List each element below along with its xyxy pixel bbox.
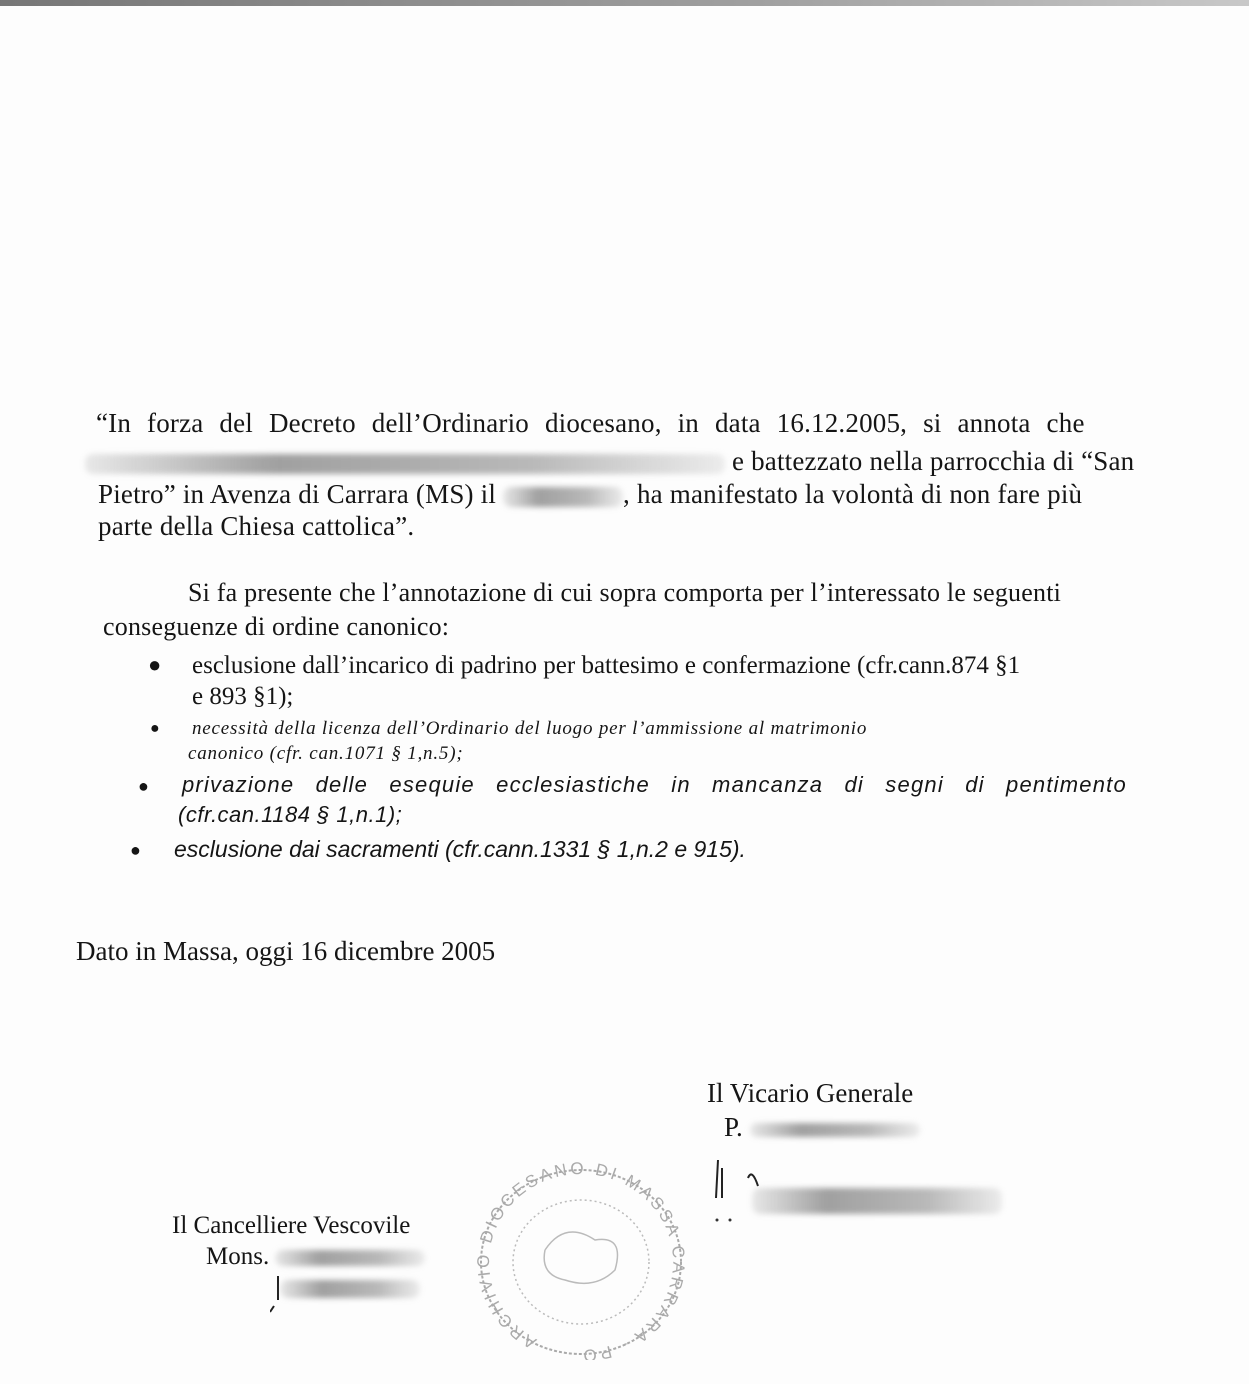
paragraph-line: Si fa presente che l’annotazione di cui sopra comporta per l’interessato le seguenti [188,578,1062,607]
dateline: Dato in Massa, oggi 16 dicembre 2005 [76,936,496,966]
handwritten-signature [712,1158,1012,1228]
handwritten-signature [270,1270,430,1320]
bullet-icon: ● [138,776,149,796]
scan-edge [0,0,1249,6]
svg-text:ARCHIVIO DIOCESANO DI MASSA CA: ARCHIVIO DIOCESANO DI MASSA CARRARA - PO [475,1160,687,1360]
redacted-signature [280,1280,420,1298]
redacted-text [85,454,725,474]
paragraph-line: “In forza del Decreto dell’Ordinario diocesano, in data 16.12.2005, si annota che [96,408,1085,438]
bullet-icon: ● [148,652,162,677]
signatory-name: Mons. [206,1243,425,1271]
paragraph-line: e battezzato nella parrocchia di “San [85,446,1134,477]
redacted-text [275,1250,425,1266]
paragraph-line: conseguenze di ordine canonico: [103,612,450,641]
diocesan-seal-stamp [475,1160,687,1360]
signatory-name: P. [724,1112,920,1143]
redacted-text [503,487,623,507]
bullet-icon: ● [150,720,160,737]
signatory-title: Il Cancelliere Vescovile [172,1212,411,1239]
list-item: esclusione dall’incarico di padrino per battesimo e confermazione (cfr.cann.874 §1 [192,652,1021,679]
paragraph-line: Pietro” in Avenza di Carrara (MS) il , ha manifestato la volontà di non fare più [98,479,1083,509]
list-item-continuation: e 893 §1); [192,683,294,710]
signatory-title: Il Vicario Generale [707,1078,914,1108]
paragraph-line: parte della Chiesa cattolica”. [98,511,415,541]
redacted-text [750,1123,920,1137]
redacted-signature [752,1188,1002,1214]
bullet-icon: ● [130,840,141,860]
list-item: necessità della licenza dell’Ordinario del luogo per l’ammissione al matrimonio [192,718,868,739]
list-item: esclusione dai sacramenti (cfr.cann.1331 § 1,n.2 e 915). [174,836,746,862]
list-item-continuation: canonico (cfr. can.1071 § 1,n.5); [188,743,464,764]
list-item: privazione delle esequie ecclesiastiche in mancanza di segni di pentimento [182,772,1127,797]
list-item-continuation: (cfr.can.1184 § 1,n.1); [178,802,403,827]
